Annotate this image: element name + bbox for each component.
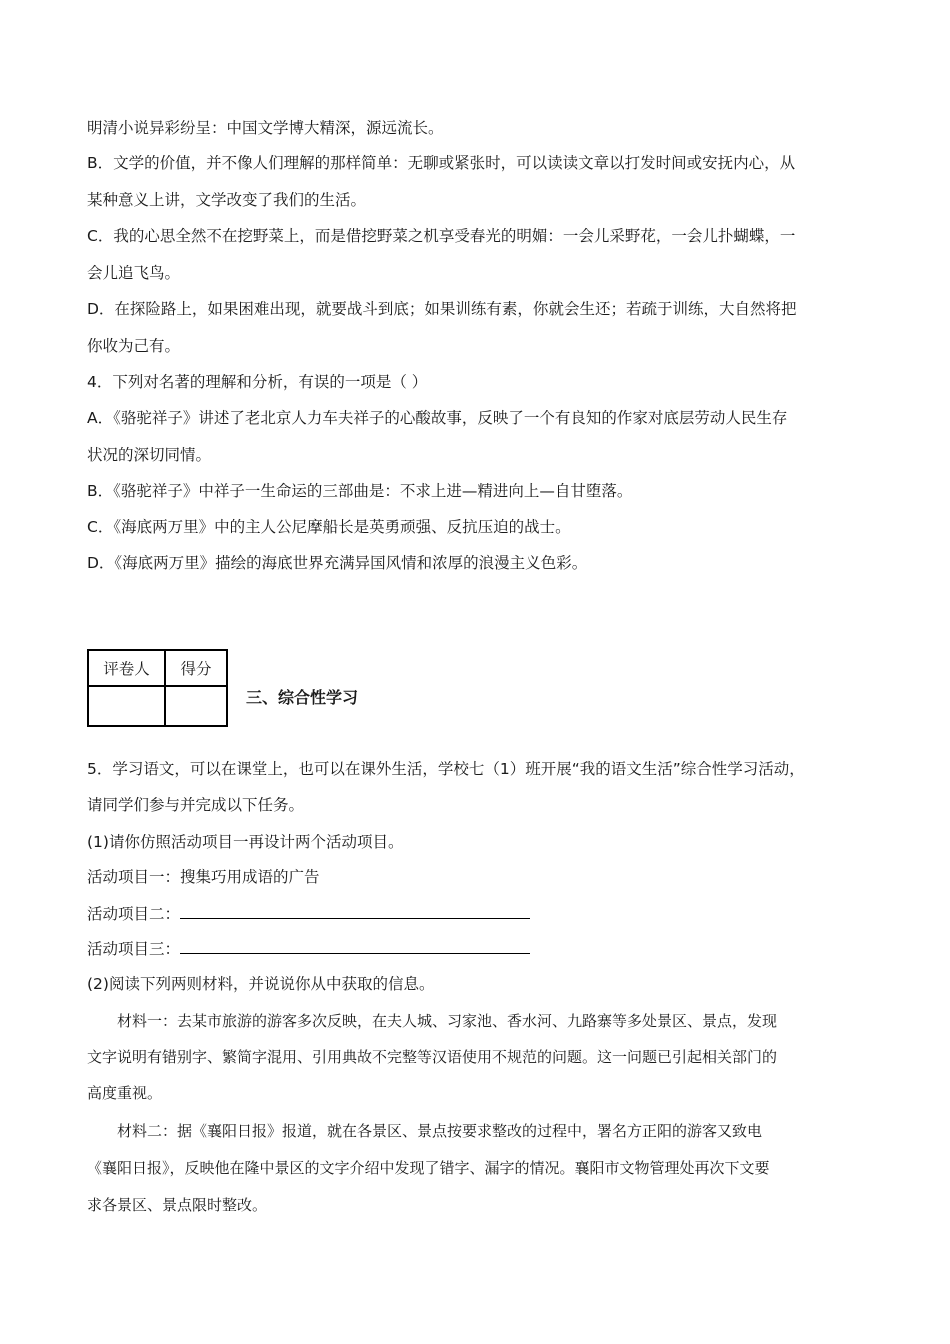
q3-option-a-end: 明清小说异彩纷呈：中国文学博大精深，源远流长。 bbox=[87, 119, 444, 137]
q5-stem-line1: 5．学习语文，可以在课堂上，也可以在课外生活，学校七（1）班开展“我的语文生活”综合性学习活动， bbox=[87, 760, 805, 778]
q5-activity3 bbox=[87, 937, 530, 960]
section-title: 三、综合性学习 bbox=[246, 688, 359, 707]
q4-option-a-line1: A．《骆驼祥子》讲述了老北京人力车夫祥子的心酸故事，反映了一个有良知的作家对底层劳动人民生存 bbox=[87, 409, 788, 427]
q5-activity2 bbox=[87, 902, 530, 925]
reviewer-cell bbox=[88, 686, 165, 726]
score-cell bbox=[165, 686, 227, 726]
q3-option-d-line1: D．在探险路上，如果困难出现，就要战斗到底；如果训练有素，你就会生还；若疏于训练，大自然将把 bbox=[87, 300, 797, 318]
activity2-answer-blank[interactable] bbox=[180, 902, 530, 919]
material1-line3: 高度重视。 bbox=[87, 1084, 163, 1102]
q5-activity1: 活动项目一：搜集巧用成语的广告 bbox=[87, 868, 320, 886]
q3-option-d-line2: 你收为己有。 bbox=[87, 337, 181, 355]
material2-line3: 求各景区、景点限时整改。 bbox=[87, 1196, 268, 1214]
q3-option-b-line2: 某种意义上讲，文学改变了我们的生活。 bbox=[87, 191, 367, 209]
score-label: 得分 bbox=[165, 650, 227, 686]
q3-option-b-line1: B．文学的价值，并不像人们理解的那样简单：无聊或紧张时，可以读读文章以打发时间或安抚内心，从 bbox=[87, 154, 796, 172]
q4-option-a-line2: 状况的深切同情。 bbox=[87, 446, 212, 464]
q4-option-b: B．《骆驼祥子》中祥子一生命运的三部曲是：不求上进—精进向上—自甘堕落。 bbox=[87, 482, 633, 500]
score-table bbox=[87, 649, 228, 727]
activity3-answer-blank[interactable] bbox=[180, 937, 530, 954]
material2-line1: 材料二：据《襄阳日报》报道，就在各景区、景点按要求整改的过程中，署名方正阳的游客又致电 bbox=[117, 1122, 763, 1140]
material2-line2: 《襄阳日报》，反映他在隆中景区的文字介绍中发现了错字、漏字的情况。襄阳市文物管理处再次下文要 bbox=[87, 1159, 770, 1177]
material1-line2: 文字说明有错别字、繁简字混用、引用典故不完整等汉语使用不规范的问题。这一问题已引起相关部门的 bbox=[87, 1048, 778, 1066]
q5-part1: (1)请你仿照活动项目一再设计两个活动项目。 bbox=[87, 833, 404, 851]
q4-option-d: D．《海底两万里》描绘的海底世界充满异国风情和浓厚的浪漫主义色彩。 bbox=[87, 554, 588, 572]
q3-option-c-line1: C．我的心思全然不在挖野菜上，而是借挖野菜之机享受春光的明媚：一会儿采野花，一会儿扑蝴蝶，一 bbox=[87, 227, 796, 245]
q5-stem-line2: 请同学们参与并完成以下任务。 bbox=[87, 796, 305, 814]
reviewer-label: 评卷人 bbox=[88, 650, 165, 686]
q4-option-c: C．《海底两万里》中的主人公尼摩船长是英勇顽强、反抗压迫的战士。 bbox=[87, 518, 571, 536]
activity2-label: 活动项目二： bbox=[87, 905, 181, 923]
q3-option-c-line2: 会儿追飞鸟。 bbox=[87, 264, 181, 282]
activity3-label: 活动项目三： bbox=[87, 940, 181, 958]
q5-part2: (2)阅读下列两则材料，并说说你从中获取的信息。 bbox=[87, 975, 435, 993]
q4-stem: 4．下列对名著的理解和分析，有误的一项是（ ） bbox=[87, 373, 428, 391]
material1-line1: 材料一：去某市旅游的游客多次反映，在夫人城、习家池、香水河、九路寨等多处景区、景点，发现 bbox=[117, 1012, 778, 1030]
